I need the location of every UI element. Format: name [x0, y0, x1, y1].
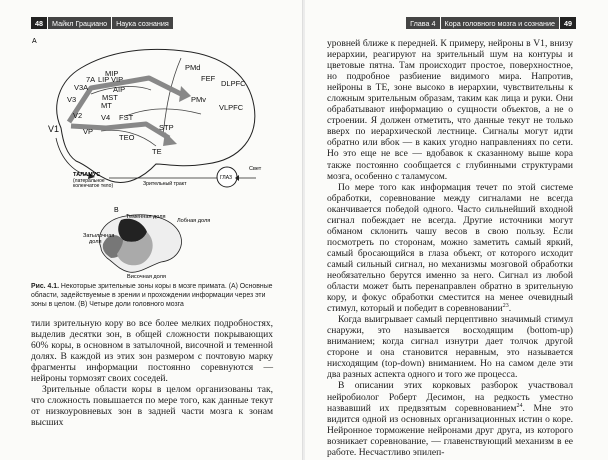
caption-text: Некоторые зрительные зоны коры в мозге примата. (A) Основные области, задействуемые в зрении и прохождении информации через эти зоны в целом. (B) Четыре доли головного мозга: [31, 283, 273, 309]
region-label: AIP: [113, 85, 126, 94]
region-label: MIP: [105, 69, 119, 78]
chapter-label: Глава 4: [406, 17, 440, 29]
left-running-header: [31, 17, 174, 29]
region-label: 7A: [86, 75, 96, 84]
thalamus-sub-2: коленчатое тело): [73, 183, 114, 189]
region-label: VIP: [111, 75, 124, 84]
region-label: LIP: [98, 75, 110, 84]
region-label: PMd: [185, 63, 201, 72]
paragraph-text: По мере того как информация течет по этой системе обработки, соревнование между сигналами не всегда оканчивается победой одного. Часто сильнейший входной сигнал побеждает не всегда. Другие источники могут обманом склонить чашу весов в свою пользу. Если посмотреть по сторонам, можно заметить самый яркий, самый бросающийся в глаза объект, от которого исходит самый сильный сигнал, но механизмы мозговой обработки необязательно берутся именно за него. Сигнал из любой области может быть перенаправлен обратно в зрительную кору, и фокус обработки сместится на менее очевидный стимул, который и победит в соревновании: [327, 181, 573, 315]
paragraph: Зрительные области коры в целом организованы так, что сложность повышается по мере того, как данные текут от низкоуровневых зон в задней части мозга к зонам высших: [31, 384, 273, 429]
paragraph-text: . Мне это видится одной из основных организационных истин о коре. Нейронное торможение нейронами друг друга, из которого возникает соревнование, — главенствующий механизм в ее работе. Несчастливо эпилеп-: [327, 402, 573, 458]
thalamus-label: ТАЛАМУС: [73, 172, 101, 178]
region-label: VLPFC: [219, 103, 244, 112]
lobe-label: Теменная доля: [126, 214, 166, 220]
region-label: V3A: [74, 83, 89, 92]
region-label: TEO: [119, 133, 135, 142]
panel-b-label: B: [114, 207, 119, 214]
right-page-number: 49: [560, 17, 577, 29]
paragraph: По мере того как информация течет по этой системе обработки, соревнование между сигналами не всегда оканчивается победой одного. Часто сильнейший входной сигнал побеждает не всегда. Другие источники могут обманом склонить чашу весов в свою пользу. Если посмотреть по сторонам, можно заметить самый яркий, самый бросающийся в глаза объект, от которого исходит самый сильный сигнал, но механизмы мозговой обработки необязательно берутся именно за него. Сигнал из любой области может быть перенаправлен обратно в зрительную кору, и фокус обработки сместится на менее очевидный стимул, который и победит в соревновании$^{23}$.: [327, 181, 573, 315]
lobe-label: Височная доля: [127, 274, 166, 280]
light-label: Свет: [249, 166, 262, 172]
region-label: V2: [73, 111, 83, 120]
region-label: PMv: [191, 95, 206, 104]
region-label: FEF: [201, 74, 216, 83]
author-name: Майкл Грациано: [48, 17, 112, 29]
visual-tract-label: Зрительный тракт: [143, 181, 187, 187]
figure-4-1: [31, 36, 274, 285]
paragraph-text: В описании этих корковых разборок участвовал нейробиолог Роберт Десимон, на редкость уместно назвавший их предвзятым соревнованием: [327, 380, 573, 414]
region-label: VP: [83, 127, 94, 136]
footnote-mark: 24: [516, 402, 523, 409]
lobe-label: Лобная доля: [177, 218, 211, 224]
footnote-mark: 23: [502, 302, 509, 309]
lobe-label: Затылочная: [83, 233, 115, 239]
paragraph: тили зрительную кору во все более мелких подробностях, выделив десятки зон, в общей сложности покрывающих 60% коры, в основном в затылочной, височной и теменной долях. В каждой из этих зон размером с почтовую марку фрагменты информации постоянно соревнуются — нейроны тормозят своих соседей.: [31, 318, 273, 385]
paragraph: уровней ближе к передней. К примеру, нейроны в V1, внизу иерархии, реагируют на зрительный шум на контуры и цветовые пятна. Там происходит простое, поверхностное, но подробное разбиение видимого мира. Напротив, нейроны в TE, зоне высоко в иерархии, чувствительны к сложным зрительным образам, таким как лица и руки. Они обрабатывают информацию о сущности объектов, а не о строении. Я должен отметить, что данные текут не только вверх по иерархической лестнице. Сигналы могут идти обратно или вбок — в каких угодно направлениях по сети. Но это еще не все — вдобавок к сказанному выше кора также постоянно сообщается с глубинными структурами мозга, особенно с таламусом.: [327, 38, 573, 182]
brain-diagram: [31, 36, 274, 280]
left-page: [0, 0, 303, 460]
region-label: MT: [101, 101, 112, 110]
region-label: V3: [67, 95, 77, 104]
chapter-title: Кора головного мозга и сознание: [441, 17, 560, 29]
region-label: V1: [48, 124, 60, 134]
brain-outline: [57, 49, 255, 182]
right-body-text: [327, 38, 573, 458]
right-page: [305, 0, 608, 460]
paragraph: Когда выигрывает самый перцептивно значимый стимул снаружи, это называется восходящим (bottom-up) вниманием; когда сигнал изнутри дает толчок другой стороне и она становится неравным, это называется нисходящим (top-down) вниманием. Но на самом деле эти два разных аспекта одного и того же процесса.: [327, 314, 573, 381]
right-running-header: [406, 17, 577, 29]
figure-caption: [31, 282, 274, 310]
left-page-number: 48: [31, 17, 48, 29]
eye-label: ГЛАЗ: [220, 175, 233, 181]
thalamus-sub-1: (латеральное: [73, 178, 105, 184]
region-label: STP: [159, 123, 174, 132]
left-body-text: [31, 318, 273, 428]
region-label: MST: [102, 93, 118, 102]
panel-a-label: A: [32, 38, 37, 45]
lobe-label: доля: [89, 239, 102, 245]
caption-label: Рис. 4.1.: [31, 283, 59, 290]
region-label: TE: [152, 147, 162, 156]
region-label: DLPFC: [221, 79, 246, 88]
region-label: FST: [119, 113, 134, 122]
paragraph: [327, 380, 573, 457]
region-label: V4: [101, 113, 111, 122]
book-title: Наука сознания: [112, 17, 174, 29]
